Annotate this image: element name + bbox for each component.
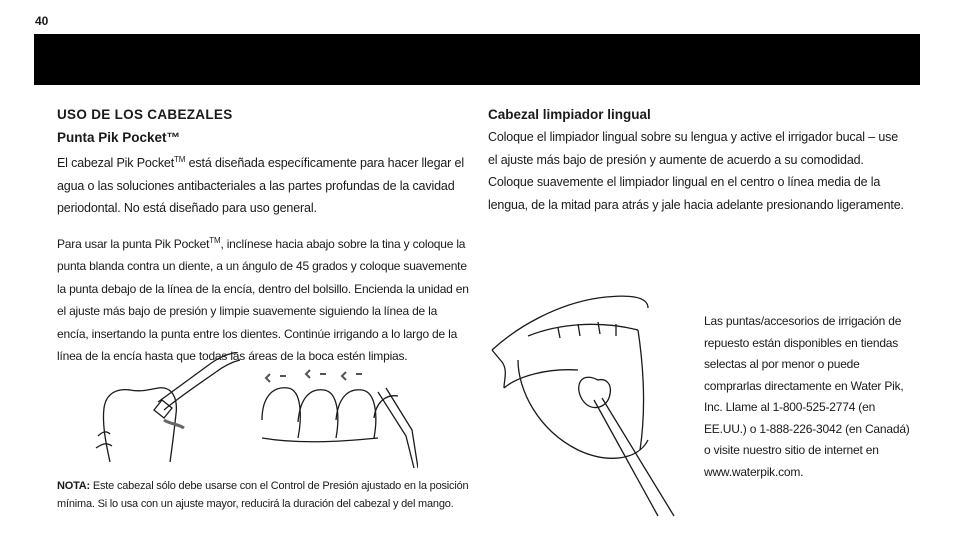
header-bar — [34, 34, 920, 85]
para2-start: Para usar la punta Pik Pocket — [57, 236, 210, 251]
left-column — [57, 106, 469, 368]
page-number: 40 — [35, 14, 49, 28]
para1-end: está diseñada específicamente para hacer llegar el agua o las soluciones antibacteriales a las partes profundas de la cavidad periodontal. No está diseñado para uso general. — [57, 156, 464, 216]
para1-start: El cabezal Pik Pocket — [57, 156, 175, 171]
nota-warning — [57, 477, 469, 513]
section-title: USO DE LOS CABEZALES — [57, 107, 233, 122]
mouth-tongue-cleaner-illustration — [488, 290, 688, 520]
tongue-cleaner-subtitle: Cabezal limpiador lingual — [488, 107, 651, 122]
replacement-parts-note: Las puntas/accesorios de irrigación de repuesto están disponibles en tiendas selectas al por menor o puede comprarlas directamente en Water Pik, Inc. Llame al 1-800-525-2774 (en EE.UU.) o 1-888-226-3042 (en Canadá) o visite nuestro sitio de internet en www.waterpik.com. — [704, 314, 910, 479]
pik-pocket-subtitle: Punta Pik Pocket™ — [57, 130, 181, 145]
tongue-cleaner-paragraph: Coloque el limpiador lingual sobre su lengua y active el irrigador bucal – use el ajuste más bajo de presión y aumente de acuerdo a su comodidad. Coloque suavemente el limpiador lingual en el centro o línea media de la lengua, de la mitad para atrás y jale hacia adelante presionando ligeramente. — [488, 130, 904, 212]
trademark-mark: TM — [174, 155, 186, 164]
teeth-row-illustration — [258, 368, 418, 470]
right-column — [488, 106, 908, 216]
nota-label: NOTA: — [57, 480, 91, 492]
nota-text: Este cabezal sólo debe usarse con el Control de Presión ajustado en la posición mínima. Si lo usa con un ajuste mayor, reducirá la duración del cabezal y del mango. — [57, 480, 469, 510]
trademark-mark: TM — [209, 235, 221, 245]
pik-pocket-paragraph-2 — [57, 230, 469, 368]
pik-pocket-paragraph-1 — [57, 149, 469, 220]
para2-end: , inclínese hacia abajo sobre la tina y coloque la punta blanda contra un diente, a un ángulo de 45 grados y coloque suavemente la punta debajo de la línea de la encía, dentro del bolsillo. Encienda la unidad en el ajuste más bajo de presión y limpie suavemente siguiendo la línea de la encía, insertando la punta entre los dientes. Continúe irrigando a lo largo de la línea de la encía hasta que todas las áreas de la boca estén limpias. — [57, 236, 469, 364]
tooth-with-tip-illustration — [92, 352, 242, 470]
